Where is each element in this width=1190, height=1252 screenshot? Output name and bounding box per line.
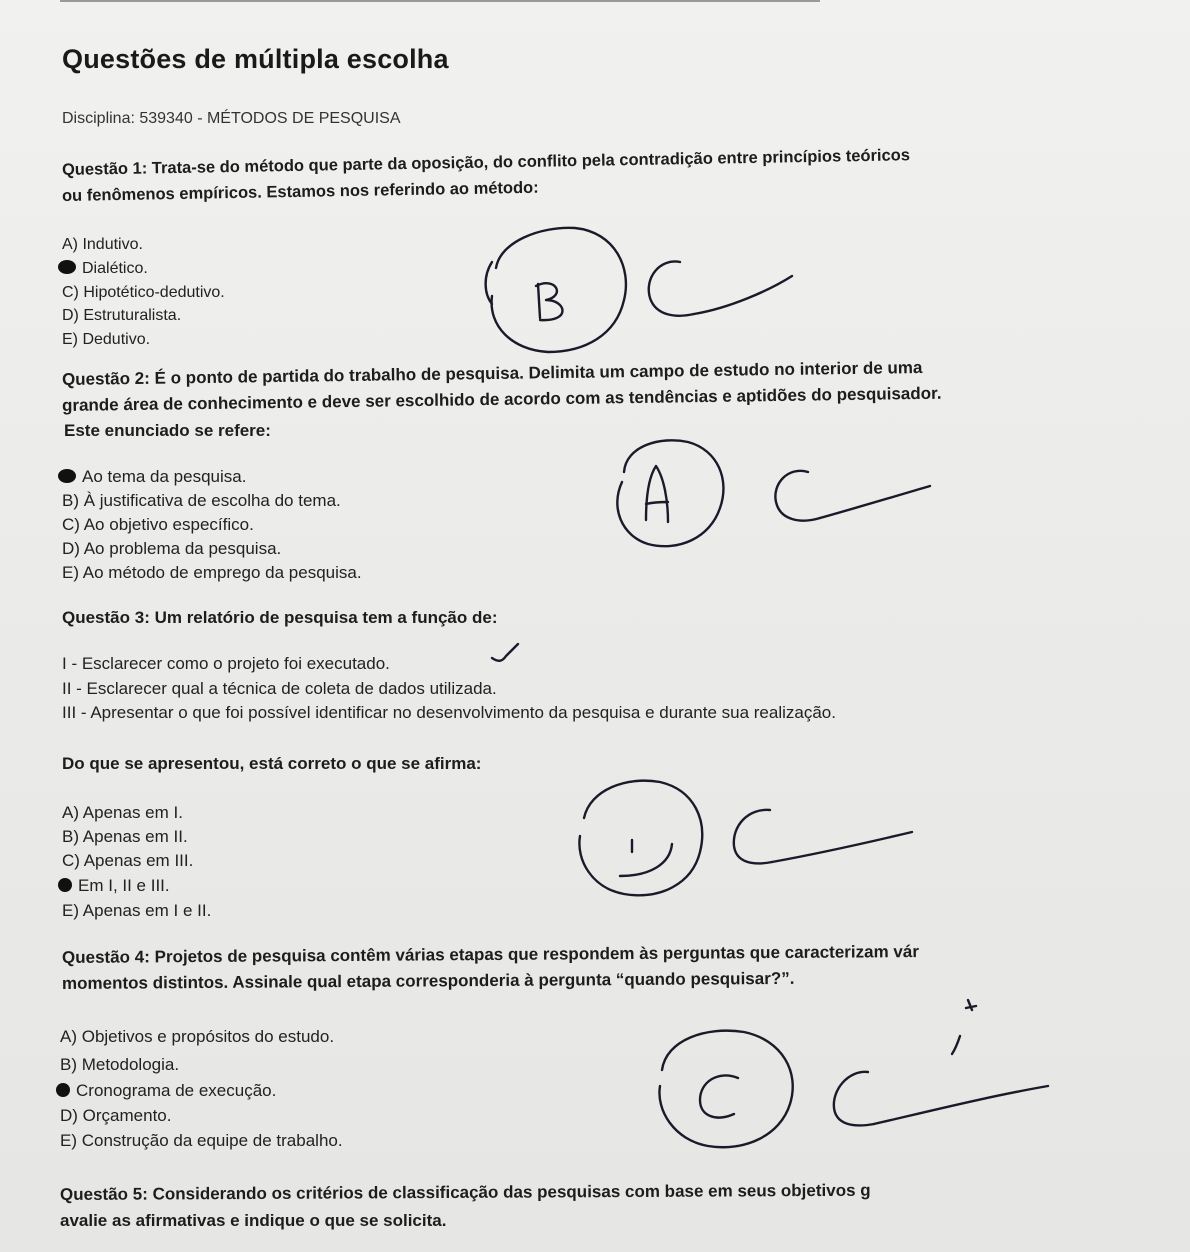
q2-a-letter (646, 466, 668, 522)
q1-option-a[interactable]: A) Indutivo. (62, 236, 143, 253)
q5-stem-line2: avalie as afirmativas e indique o que se solicita. (60, 1211, 447, 1230)
q3-option-a[interactable]: A) Apenas em I. (62, 803, 183, 822)
q4-option-d[interactable]: D) Orçamento. (60, 1106, 172, 1125)
q3-option-e[interactable]: E) Apenas em I e II. (62, 901, 212, 920)
q4-c-letter (834, 1072, 874, 1126)
q1-option-c[interactable]: C) Hipotético-dedutivo. (62, 284, 225, 301)
q2-option-b[interactable]: B) À justificativa de escolha do tema. (62, 491, 341, 510)
q2-option-e[interactable]: E) Ao método de emprego da pesquisa. (62, 563, 362, 582)
q1-stem-line2: ou fenômenos empíricos. Estamos nos referindo ao método: (61, 178, 539, 205)
discipline-line: Disciplina: 539340 - MÉTODOS DE PESQUISA (62, 110, 401, 127)
q1-option-e[interactable]: E) Dedutivo. (62, 331, 151, 348)
q4-stem-line2: momentos distintos. Assinale qual etapa corresponderia à pergunta “quando pesquisar?”. (61, 968, 795, 993)
q3-option-d-label: Em I, II e III. (78, 876, 170, 895)
q1-answer-circle (492, 228, 626, 352)
q3-statement-1: I - Esclarecer como o projeto foi executado. (62, 654, 390, 673)
q5-stem-line1: Questão 5: Considerando os critérios de classificação das pesquisas com base em seus objetivos g (59, 1180, 871, 1204)
q2-option-a-label: Ao tema da pesquisa. (82, 467, 247, 486)
q3-c-underline (772, 832, 912, 862)
q4-option-a[interactable]: A) Objetivos e propósitos do estudo. (60, 1027, 335, 1046)
q3-statement-2: II - Esclarecer qual a técnica de coleta de dados utilizada. (62, 679, 497, 698)
q3-option-c[interactable]: C) Apenas em III. (62, 851, 194, 870)
q1-option-d[interactable]: D) Estruturalista. (62, 307, 182, 324)
q4-answer-circle (659, 1031, 792, 1148)
q2-stem-line1: Questão 2: É o ponto de partida do trabalho de pesquisa. Delimita um campo de estudo no interior de uma (61, 357, 923, 389)
q1-c-letter (649, 261, 694, 315)
q4-c-underline (874, 1086, 1048, 1124)
q2-c-letter (775, 471, 820, 521)
q1-option-b-label: Dialético. (82, 260, 148, 277)
q3-option-b[interactable]: B) Apenas em II. (62, 827, 188, 846)
q2-answer-circle (617, 440, 723, 546)
q2-option-c[interactable]: C) Ao objetivo específico. (62, 515, 254, 534)
q4-stem-line1: Questão 4: Projetos de pesquisa contêm várias etapas que respondem às perguntas que caracterizam vár (61, 942, 919, 967)
q1-c-underline (694, 276, 792, 314)
q3-d-curve (620, 844, 672, 876)
q3-c-letter (734, 810, 772, 864)
q4-tick-mark (952, 1036, 960, 1054)
q3-stem: Questão 3: Um relatório de pesquisa tem a função de: (62, 608, 498, 627)
q2-stem-line2: grande área de conhecimento e deve ser escolhido de acordo com as tendências e aptidões do pesquisador. (61, 383, 942, 415)
q3-statement-3: III - Apresentar o que foi possível identificar no desenvolvimento da pesquisa e durante sua realização. (62, 703, 836, 722)
q2-option-d[interactable]: D) Ao problema da pesquisa. (62, 539, 282, 558)
q4-option-e[interactable]: E) Construção da equipe de trabalho. (60, 1131, 343, 1150)
q1-stem-line1: Questão 1: Trata-se do método que parte da oposição, do conflito pela contradição entre princípios teóricos (61, 146, 911, 179)
q4-small-stroke (966, 1000, 976, 1010)
page-title: Questões de múltipla escolha (62, 44, 449, 74)
q2-c-underline (820, 486, 930, 518)
q3-answer-circle (579, 781, 702, 896)
q4-c-letter-circled (700, 1075, 738, 1117)
q4-option-b[interactable]: B) Metodologia. (60, 1055, 180, 1074)
q4-option-c-label: Cronograma de execução. (76, 1081, 277, 1100)
q3-checkmark (492, 644, 518, 661)
q1-b-letter (536, 283, 563, 320)
q2-stem-line3: Este enunciado se refere: (64, 421, 271, 440)
q3-prompt: Do que se apresentou, está correto o que se afirma: (62, 754, 482, 773)
